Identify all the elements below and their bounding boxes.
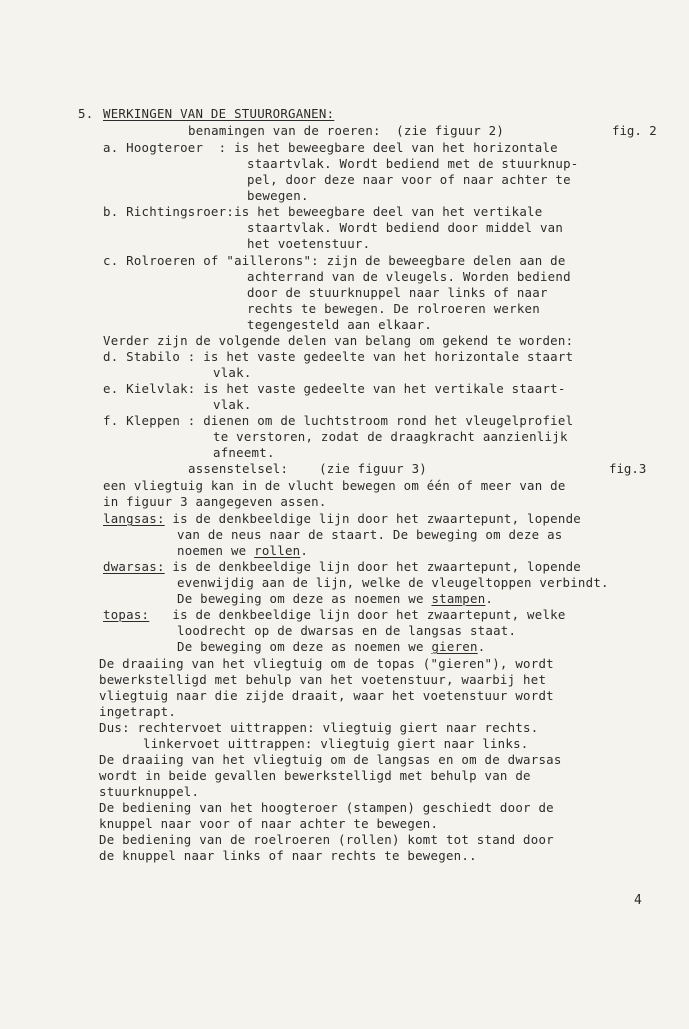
- item-c-line: tegengesteld aan elkaar.: [247, 317, 433, 332]
- paragraph-line: stuurknuppel.: [99, 784, 200, 799]
- definition-text: evenwijdig aan de lijn, welke de vleugeltoppen verbindt.: [177, 575, 609, 590]
- item-d-line: vlak.: [213, 365, 252, 380]
- subheading-assenstelsel: assenstelsel: (zie figuur 3): [188, 461, 428, 476]
- definition-text: [177, 543, 308, 559]
- item-f-line: f. Kleppen : dienen om de luchtstroom rond het vleugelprofiel: [103, 413, 574, 428]
- item-c-line: door de stuurknuppel naar links of naar: [247, 285, 548, 300]
- item-c-line: c. Rolroeren of "aillerons": zijn de beweegbare delen aan de: [103, 253, 566, 268]
- definition-langsas: [103, 511, 581, 527]
- paragraph-line: De draaiing van het vliegtuig om de topas ("gieren"), wordt: [99, 656, 554, 671]
- page-number: 4: [634, 893, 642, 908]
- paragraph-line: de knuppel naar links of naar rechts te bewegen..: [99, 848, 477, 863]
- paragraph-line: De draaiing van het vliegtuig om de langsas en om de dwarsas: [99, 752, 562, 767]
- definition-text: De beweging om deze as noemen we: [177, 591, 432, 606]
- definition-text: noemen we: [177, 543, 255, 558]
- item-b-line: het voetenstuur.: [247, 236, 371, 251]
- paragraph-line: wordt in beide gevallen bewerkstelligd met behulp van de: [99, 768, 531, 783]
- term-dwarsas: dwarsas:: [103, 559, 165, 574]
- definition-topas: [103, 607, 566, 623]
- definition-text: [177, 639, 485, 655]
- section-heading: WERKINGEN VAN DE STUURORGANEN:: [103, 106, 335, 121]
- paragraph-line: linkervoet uittrappen: vliegtuig giert naar links.: [143, 736, 529, 751]
- term-topas: topas:: [103, 607, 150, 622]
- term-langsas: langsas:: [103, 511, 165, 526]
- definition-text: is de denkbeeldige lijn door het zwaartepunt, lopende: [164, 511, 582, 526]
- paragraph-line: een vliegtuig kan in de vlucht bewegen om één of meer van de: [103, 478, 566, 493]
- figure-reference: fig. 2: [612, 123, 657, 138]
- keyword-rollen: rollen: [254, 543, 301, 558]
- item-a-line: pel, door deze naar voor of naar achter te: [247, 172, 571, 187]
- paragraph-line: vliegtuig naar die zijde draait, waar het voetenstuur wordt: [99, 688, 554, 703]
- paragraph-line: knuppel naar voor of naar achter te bewegen.: [99, 816, 439, 831]
- item-a-line: bewegen.: [247, 188, 309, 203]
- keyword-gieren: gieren: [431, 639, 478, 654]
- definition-text: .: [477, 639, 486, 654]
- definition-text: .: [300, 543, 309, 558]
- paragraph-line: in figuur 3 aangegeven assen.: [103, 494, 327, 509]
- item-c-line: rechts te bewegen. De rolroeren werken: [247, 301, 540, 316]
- definition-text: is de denkbeeldige lijn door het zwaartepunt, welke: [149, 607, 566, 622]
- definition-text: .: [485, 591, 494, 606]
- item-f-line: te verstoren, zodat de draagkracht aanzienlijk: [213, 429, 568, 444]
- definition-text: loodrecht op de dwarsas en de langsas staat.: [177, 623, 517, 638]
- definition-text: De beweging om deze as noemen we: [177, 639, 432, 654]
- item-d-line: d. Stabilo : is het vaste gedeelte van het horizontale staart: [103, 349, 574, 364]
- item-f-line: afneemt.: [213, 445, 275, 460]
- section-number: 5.: [78, 106, 94, 121]
- item-e-line: vlak.: [213, 397, 252, 412]
- paragraph-line: bewerkstelligd met behulp van het voetenstuur, waarbij het: [99, 672, 547, 687]
- definition-dwarsas: [103, 559, 581, 575]
- definition-text: is de denkbeeldige lijn door het zwaartepunt, lopende: [164, 559, 582, 574]
- definition-text: van de neus naar de staart. De beweging om deze as: [177, 527, 563, 542]
- item-b-line: b. Richtingsroer:is het beweegbare deel van het vertikale: [103, 204, 543, 219]
- item-a-line: a. Hoogteroer : is het beweegbare deel van het horizontale: [103, 140, 558, 155]
- subheading-roeren: benamingen van de roeren: (zie figuur 2): [188, 123, 505, 138]
- item-c-line: achterrand van de vleugels. Worden bediend: [247, 269, 571, 284]
- definition-text: [177, 591, 493, 607]
- item-e-line: e. Kielvlak: is het vaste gedeelte van het vertikale staart-: [103, 381, 566, 396]
- figure-reference: fig.3: [609, 461, 647, 476]
- paragraph-line: De bediening van het hoogteroer (stampen) geschiedt door de: [99, 800, 554, 815]
- item-b-line: staartvlak. Wordt bediend door middel van: [247, 220, 564, 235]
- paragraph-line: ingetrapt.: [99, 704, 177, 719]
- paragraph-line: Verder zijn de volgende delen van belang om gekend te worden:: [103, 333, 574, 348]
- keyword-stampen: stampen: [431, 591, 486, 606]
- paragraph-line: De bediening van de roelroeren (rollen) komt tot stand door: [99, 832, 554, 847]
- paragraph-line: Dus: rechtervoet uittrappen: vliegtuig giert naar rechts.: [99, 720, 539, 735]
- item-a-line: staartvlak. Wordt bediend met de stuurknup-: [247, 156, 579, 171]
